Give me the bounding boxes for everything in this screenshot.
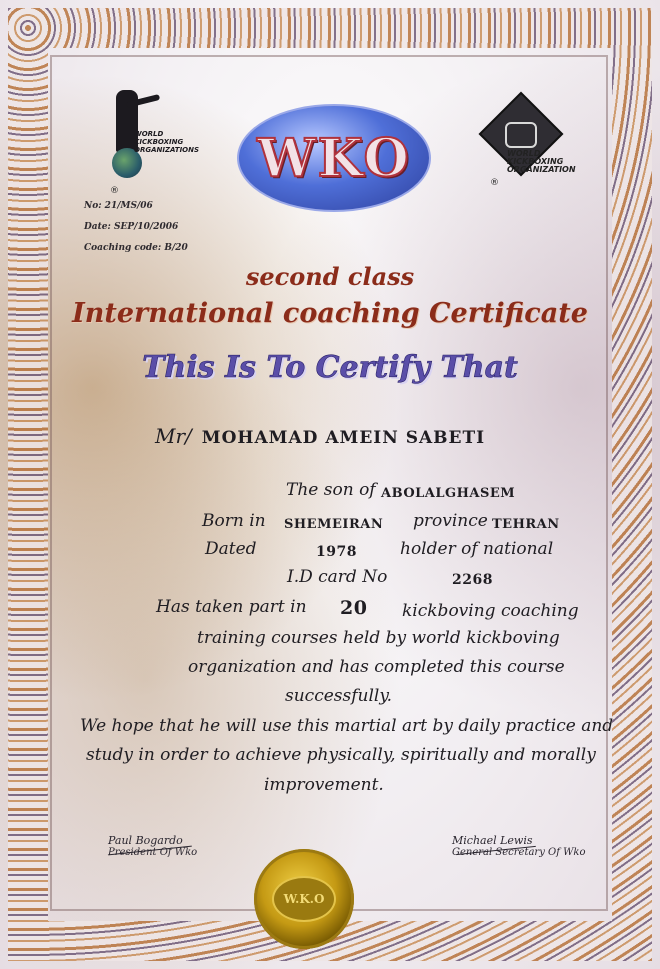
hope-line-2: study in order to achieve physically, spiritually and morally bbox=[86, 745, 596, 765]
coaching-label: kickboving coaching bbox=[402, 601, 579, 621]
dated-label: Dated bbox=[205, 539, 257, 559]
fist-icon bbox=[505, 122, 537, 148]
birthplace-value: SHEMEIRAN bbox=[284, 517, 384, 532]
seal-center bbox=[272, 876, 336, 922]
born-in-label: Born in bbox=[202, 511, 266, 531]
birth-year: 1978 bbox=[316, 544, 357, 560]
left-signatory-title: President Of Wko bbox=[108, 847, 198, 858]
seal-text: W.K.O bbox=[283, 892, 325, 906]
right-signature bbox=[452, 834, 585, 858]
gold-seal bbox=[254, 849, 354, 949]
son-of-label: The son of bbox=[286, 480, 376, 500]
hope-line-3: improvement. bbox=[264, 775, 384, 795]
province-label: province bbox=[413, 511, 488, 531]
successfully-line: successfully. bbox=[285, 686, 393, 706]
organization-line: organization and has completed this course bbox=[188, 657, 565, 677]
certify-heading: This Is To Certify That bbox=[142, 350, 518, 385]
taken-part-label: Has taken part in bbox=[156, 597, 307, 617]
training-line: training courses held by world kickboving bbox=[197, 628, 560, 648]
holder-label: holder of national bbox=[400, 539, 554, 559]
father-name: ABOLALGHASEM bbox=[381, 486, 516, 501]
id-card-label: I.D card No bbox=[287, 567, 388, 587]
certificate-date: Date: SEP/10/2006 bbox=[84, 222, 179, 232]
left-signatory-name: Paul Bogardo bbox=[108, 834, 183, 847]
province-value: TEHRAN bbox=[492, 517, 560, 532]
reference-block bbox=[84, 196, 188, 259]
wko-oval-logo bbox=[237, 104, 431, 212]
coaching-code: Coaching code: B/20 bbox=[84, 243, 188, 253]
certificate-title: International coaching Certificate bbox=[72, 298, 588, 329]
right-signatory-name: Michael Lewis bbox=[452, 834, 533, 847]
id-number: 2268 bbox=[452, 572, 493, 588]
wko-logo-text: WKO bbox=[257, 127, 411, 189]
certificate-number: No: 21/MS/06 bbox=[84, 201, 153, 211]
left-kickboxing-logo bbox=[104, 90, 200, 190]
left-logo-text: WORLD KICKBOXING ORGANIZATIONS bbox=[134, 130, 200, 154]
grade-title: second class bbox=[245, 262, 415, 291]
right-logo-text: WORLD KICKBOXING ORGANIZATION bbox=[507, 149, 576, 174]
recipient-prefix: Mr/ bbox=[155, 424, 192, 448]
right-signatory-title: General Secretary Of Wko bbox=[452, 847, 586, 858]
registered-mark-right: ® bbox=[490, 178, 499, 188]
hope-line-1: We hope that he will use this martial art by daily practice and bbox=[80, 716, 614, 736]
right-kickboxing-logo bbox=[473, 104, 576, 184]
registered-mark-left: ® bbox=[110, 186, 119, 196]
course-count: 20 bbox=[340, 597, 368, 619]
recipient-line bbox=[155, 424, 485, 448]
recipient-name: MOHAMAD AMEIN SABETI bbox=[201, 428, 486, 448]
